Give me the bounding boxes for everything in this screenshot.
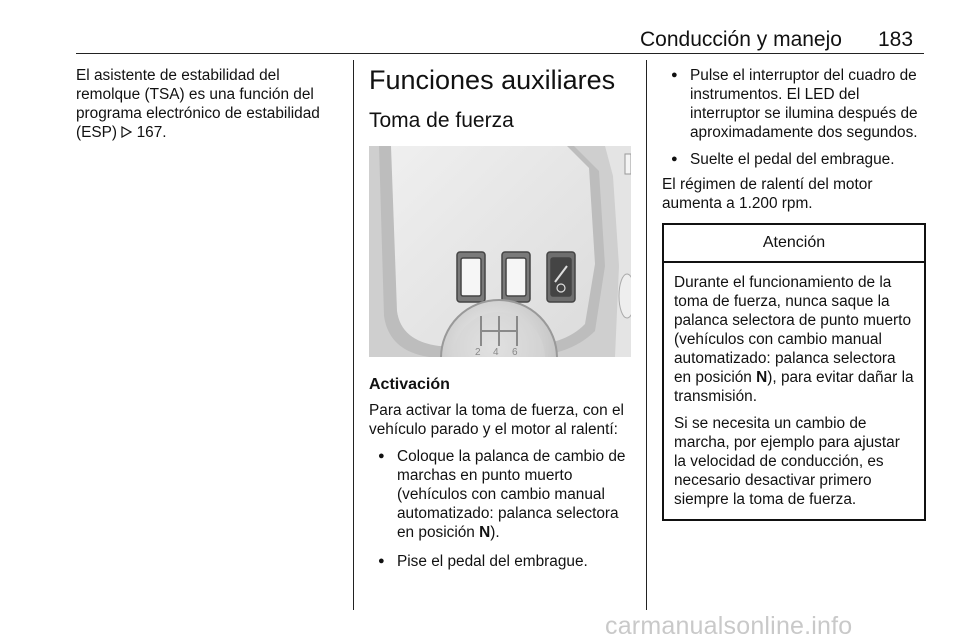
warning-text-end: ), para evitar dañar la transmisión.: [674, 369, 914, 405]
pto-switch-figure: [369, 146, 631, 357]
warning-body: [664, 263, 924, 519]
gear-number-6: 6: [512, 347, 518, 357]
position-n: N: [479, 524, 491, 541]
subsection-heading: Toma de fuerza: [369, 109, 514, 132]
list-item-text: Pise el pedal del embrague.: [397, 553, 588, 570]
list-item-text: Suelte el pedal del embrague.: [690, 151, 895, 168]
list-item: [662, 66, 926, 142]
list-item: [662, 150, 926, 169]
column-divider-left: [353, 60, 354, 610]
column-divider-right: [646, 60, 647, 610]
header-title: Conducción y manejo: [640, 28, 842, 51]
idle-speed-paragraph: El régimen de ralentí del motor aumenta a 1.200 rpm.: [662, 176, 873, 212]
tsa-paragraph: [76, 66, 344, 142]
list-item-text: Pulse el interruptor del cuadro de instrumentos. El LED del interruptor se ilumina después de aproximadamente dos segundos.: [690, 67, 918, 141]
warning-box: [662, 223, 926, 521]
column-3: [662, 66, 926, 521]
column-2: [369, 64, 633, 571]
gear-number-2: 2: [475, 347, 481, 357]
page-number: 183: [878, 28, 914, 51]
warning-text: Durante el funcionamiento de la toma de fuerza, nunca saque la palanca selectora de punto muerto (vehículos con cambio manual automatizado: palanca selectora en posición: [674, 274, 911, 386]
section-heading: Funciones auxiliares: [369, 65, 616, 95]
gear-number-4: 4: [493, 347, 499, 357]
position-n: N: [756, 369, 768, 386]
warning-paragraph-2: Si se necesita un cambio de marcha, por ejemplo para ajustar la velocidad de conducción, es necesario desactivar primero siempre la toma de fuerza.: [674, 415, 900, 508]
reference-page: 167.: [136, 124, 167, 141]
list-item-text-end: ).: [490, 524, 500, 541]
list-item: [369, 552, 633, 571]
watermark: carmanualsonline.info: [605, 612, 853, 640]
column-1: [76, 66, 344, 142]
warning-title: Atención: [664, 225, 924, 263]
warning-paragraph-1: [674, 273, 914, 406]
list-item: [369, 447, 633, 542]
activation-heading: Activación: [369, 376, 450, 393]
list-item-text: Coloque la palanca de cambio de marchas en punto muerto (vehículos con cambio manual automatizado: palanca selectora en posición: [397, 448, 626, 541]
triangle-reference-icon: [121, 124, 136, 141]
tsa-text: El asistente de estabilidad del remolque (TSA) es una función del programa electrónico de estabilidad (ESP): [76, 67, 320, 141]
header-rule: [76, 53, 924, 54]
activation-intro: Para activar la toma de fuerza, con el vehículo parado y el motor al ralentí:: [369, 402, 624, 438]
